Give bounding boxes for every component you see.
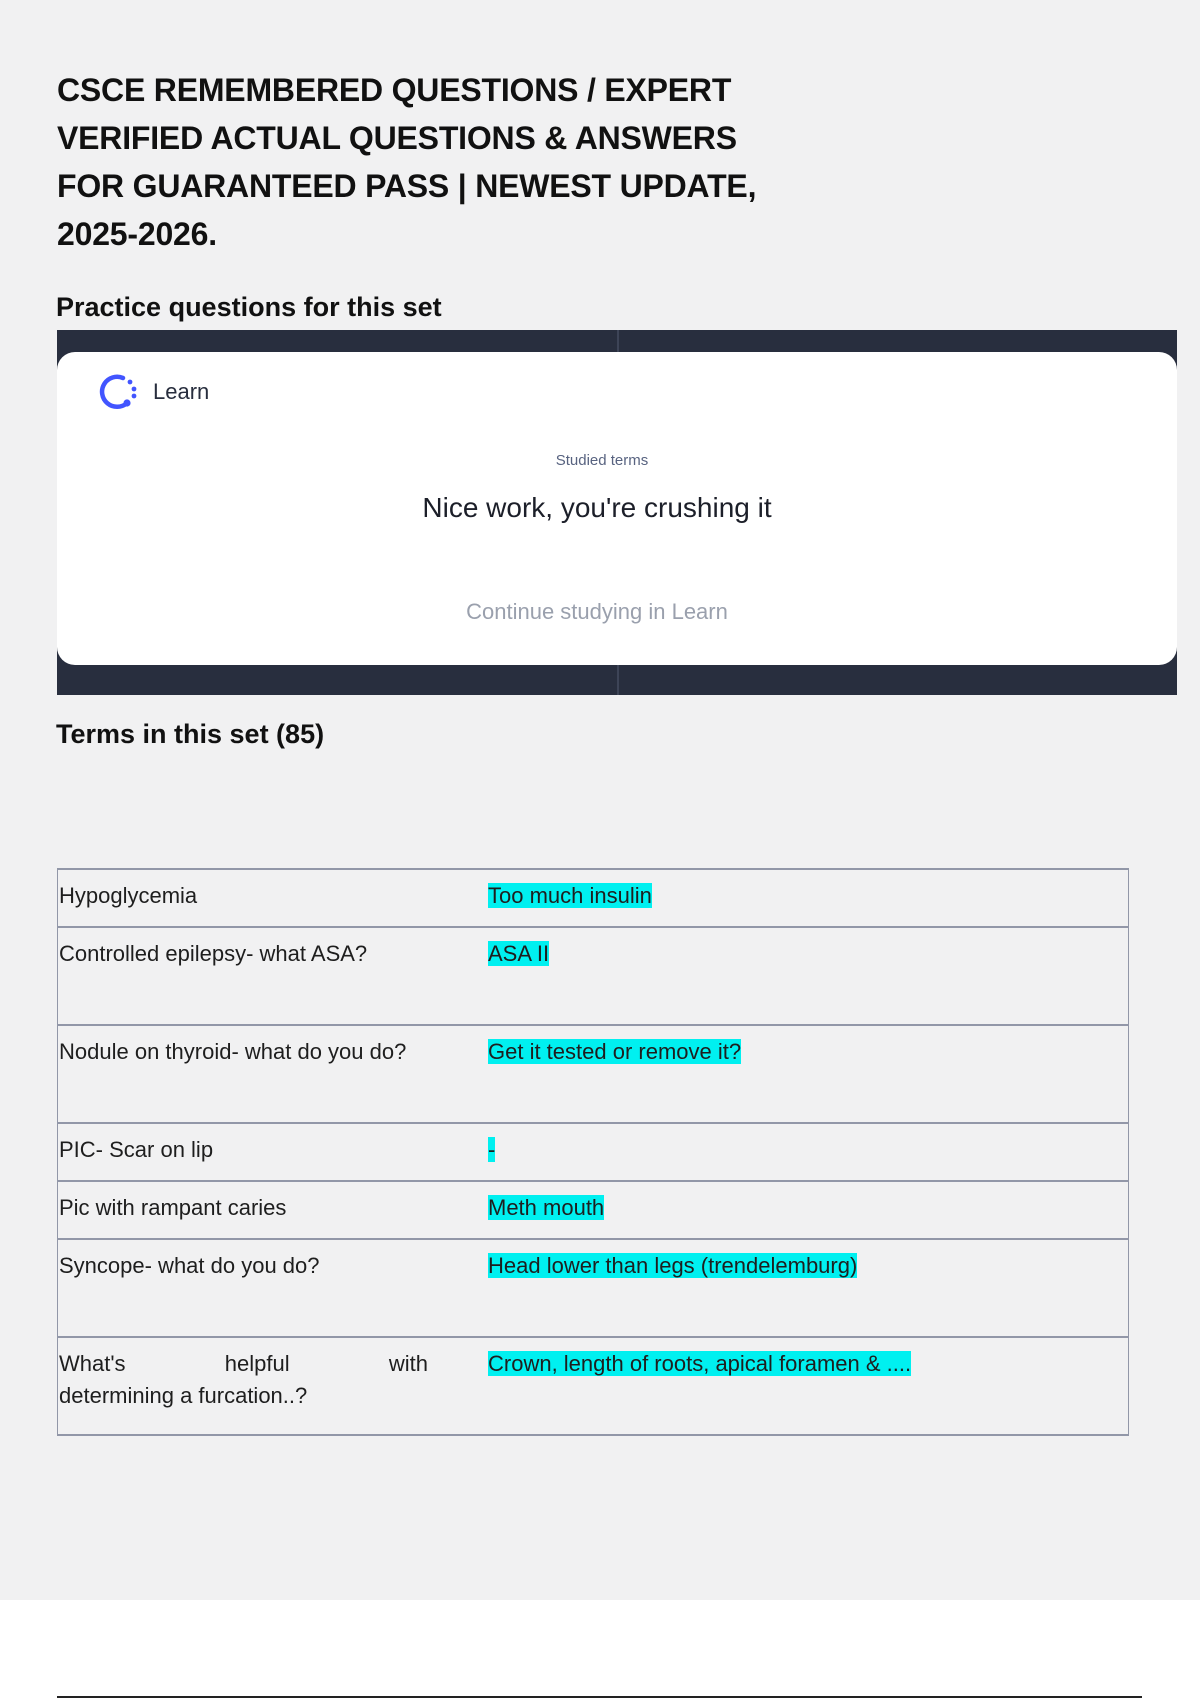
frame-divider — [617, 330, 619, 352]
learn-progress-icon — [97, 372, 139, 412]
definition-cell — [488, 1123, 1129, 1181]
definition-text: Meth mouth — [488, 1195, 605, 1220]
table-row — [58, 1181, 1129, 1239]
definition-text: Head lower than legs (trendelemburg) — [488, 1253, 858, 1278]
table-row — [58, 1239, 1129, 1337]
learn-header[interactable] — [97, 372, 209, 412]
definition-cell — [488, 869, 1129, 927]
definition-cell — [488, 1239, 1129, 1337]
terms-table — [57, 868, 1129, 1436]
frame-divider — [617, 665, 619, 695]
definition-cell — [488, 927, 1129, 1025]
term-cell: Controlled epilepsy- what ASA? — [58, 927, 489, 1025]
table-row — [58, 1337, 1129, 1435]
table-row — [58, 869, 1129, 927]
definition-cell — [488, 1025, 1129, 1123]
definition-text: Crown, length of roots, apical foramen & .... — [488, 1351, 912, 1376]
document-title: CSCE REMEMBERED QUESTIONS / EXPERT VERIFIED ACTUAL QUESTIONS & ANSWERS FOR GUARANTEED PASS | NEWEST UPDATE, 2025-2026. — [57, 72, 757, 252]
studied-terms-label: Studied terms — [555, 452, 649, 469]
footer-divider — [57, 1696, 1142, 1698]
term-text-line-2: determining a furcation..? — [59, 1383, 308, 1408]
term-cell — [58, 1337, 489, 1435]
term-text-line-1: What's helpful with — [59, 1351, 428, 1376]
practice-heading: Practice questions for this set — [56, 292, 442, 322]
table-row — [58, 1025, 1129, 1123]
definition-cell — [488, 1181, 1129, 1239]
definition-cell — [488, 1337, 1129, 1435]
term-cell: Syncope- what do you do? — [58, 1239, 489, 1337]
learn-message: Nice work, you're crushing it — [422, 492, 772, 523]
continue-studying-button[interactable]: Continue studying in Learn — [466, 599, 728, 624]
terms-heading: Terms in this set (85) — [56, 719, 325, 749]
table-row — [58, 927, 1129, 1025]
definition-text: Too much insulin — [488, 883, 652, 908]
learn-widget-frame — [57, 330, 1177, 695]
learn-card — [57, 352, 1177, 665]
definition-text: ASA II — [488, 941, 550, 966]
definition-text: Get it tested or remove it? — [488, 1039, 742, 1064]
definition-text: - — [488, 1137, 496, 1162]
term-cell: Pic with rampant caries — [58, 1181, 489, 1239]
learn-label: Learn — [153, 379, 210, 404]
term-cell: PIC- Scar on lip — [58, 1123, 489, 1181]
term-cell: Nodule on thyroid- what do you do? — [58, 1025, 489, 1123]
term-cell: Hypoglycemia — [58, 869, 489, 927]
table-row — [58, 1123, 1129, 1181]
